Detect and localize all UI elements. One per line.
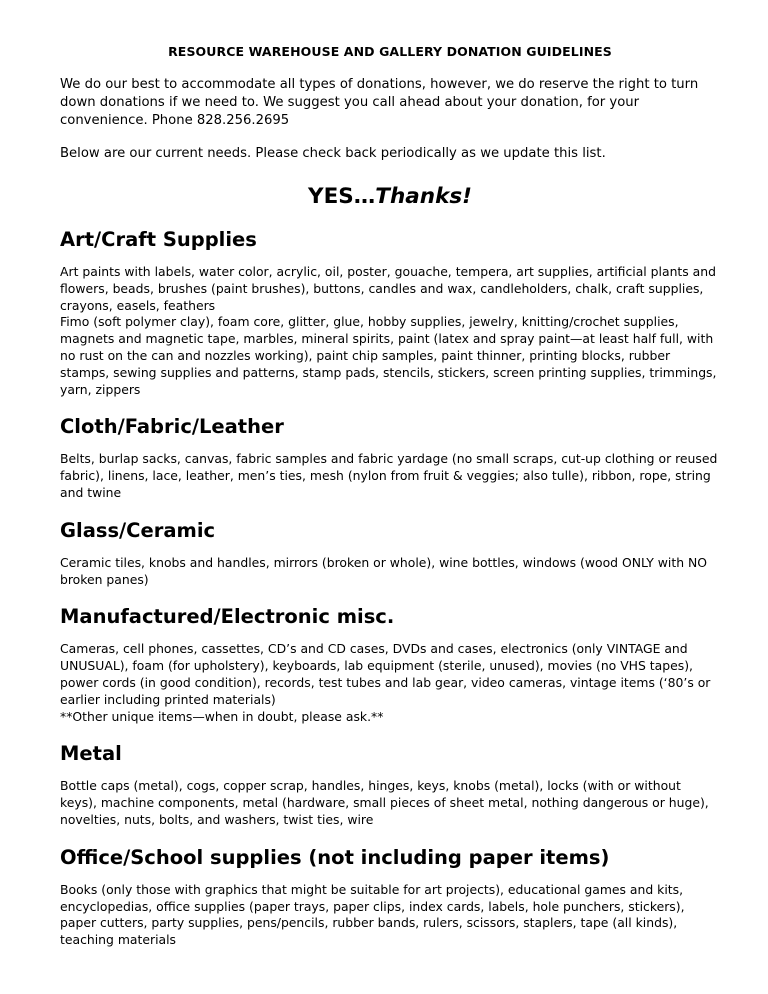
section-body (60, 264, 720, 398)
section-title: Manufactured/Electronic misc. (60, 605, 395, 629)
section-line: Art paints with labels, water color, acrylic, oil, poster, gouache, tempera, art supplies, artificial plants and flowers, beads, brushes (paint brushes), buttons, candles and wax, candleholders, chalk, craft supplies, crayons, easels, feathers (60, 264, 716, 313)
current-needs-paragraph: Below are our current needs. Please check back periodically as we update this list. (60, 146, 606, 161)
section-title: Cloth/Fabric/Leather (60, 415, 284, 439)
section-manufactured-electronic (60, 604, 720, 725)
section-title: Glass/Ceramic (60, 518, 216, 542)
section-line: Cameras, cell phones, cassettes, CD’s and CD cases, DVDs and cases, electronics (only VINTAGE and UNUSUAL), foam (for upholstery), keyboards, lab equipment (sterile, unused), movies (no VHS tapes), power cords (in good condition), records, test tubes and lab gear, video cameras, vintage items (‘80’s or earlier including printed materials) (60, 641, 711, 707)
section-title: Office/School supplies (not including paper items) (60, 845, 610, 869)
yes-text: YES… (308, 184, 376, 209)
section-line: Bottle caps (metal), cogs, copper scrap, handles, hinges, keys, knobs (metal), locks (with or without keys), machine components, metal (hardware, small pieces of sheet metal, nothing dangerous or huge), novelties, nuts, bolts, and washers, twist ties, wire (60, 778, 709, 827)
thanks-text: Thanks! (375, 184, 472, 209)
section-cloth-fabric-leather (60, 414, 720, 501)
yes-thanks-heading (60, 183, 720, 211)
section-body (60, 882, 720, 949)
document-title: RESOURCE WAREHOUSE AND GALLERY DONATION GUIDELINES (168, 44, 612, 59)
document-page (60, 0, 720, 949)
section-line: **Other unique items—when in doubt, please ask.** (60, 708, 384, 724)
section-line: Books (only those with graphics that might be suitable for art projects), educational games and kits, encyclopedias, office supplies (paper trays, paper clips, index cards, labels, hole punchers, stickers), paper cutters, party supplies, pens/pencils, rubber bands, rulers, scissors, staplers, tape (all kinds), teaching materials (60, 881, 685, 948)
section-body (60, 451, 720, 501)
section-title: Metal (60, 742, 122, 766)
section-body (60, 778, 720, 828)
section-office-school (60, 845, 720, 949)
section-body (60, 555, 720, 589)
section-title: Art/Craft Supplies (60, 228, 257, 251)
section-line: Ceramic tiles, knobs and handles, mirrors (broken or whole), wine bottles, windows (wood ONLY with NO broken panes) (60, 554, 708, 587)
section-body (60, 641, 720, 725)
section-glass-ceramic (60, 518, 720, 589)
intro-paragraph: We do our best to accommodate all types of donations, however, we do reserve the right to turn down donations if we need to. We suggest you call ahead about your donation, for your convenience. Phone 828.256.2695 (60, 77, 699, 128)
section-metal (60, 741, 720, 828)
section-line: Fimo (soft polymer clay), foam core, glitter, glue, hobby supplies, jewelry, knitting/crochet supplies, magnets and magnetic tape, marbles, mineral spirits, paint (latex and spray paint—at least half full, with no rust on the can and nozzles working), paint chip samples, paint thinner, printing blocks, rubber stamps, sewing supplies and patterns, stamp pads, stencils, stickers, screen printing supplies, trimmings, yarn, zippers (60, 314, 717, 397)
section-art-craft (60, 227, 720, 398)
section-line: Belts, burlap sacks, canvas, fabric samples and fabric yardage (no small scraps, cut-up clothing or reused fabric), linens, lace, leather, men’s ties, mesh (nylon from fruit & veggies; also tulle), ribbon, rope, string and twine (60, 451, 718, 500)
